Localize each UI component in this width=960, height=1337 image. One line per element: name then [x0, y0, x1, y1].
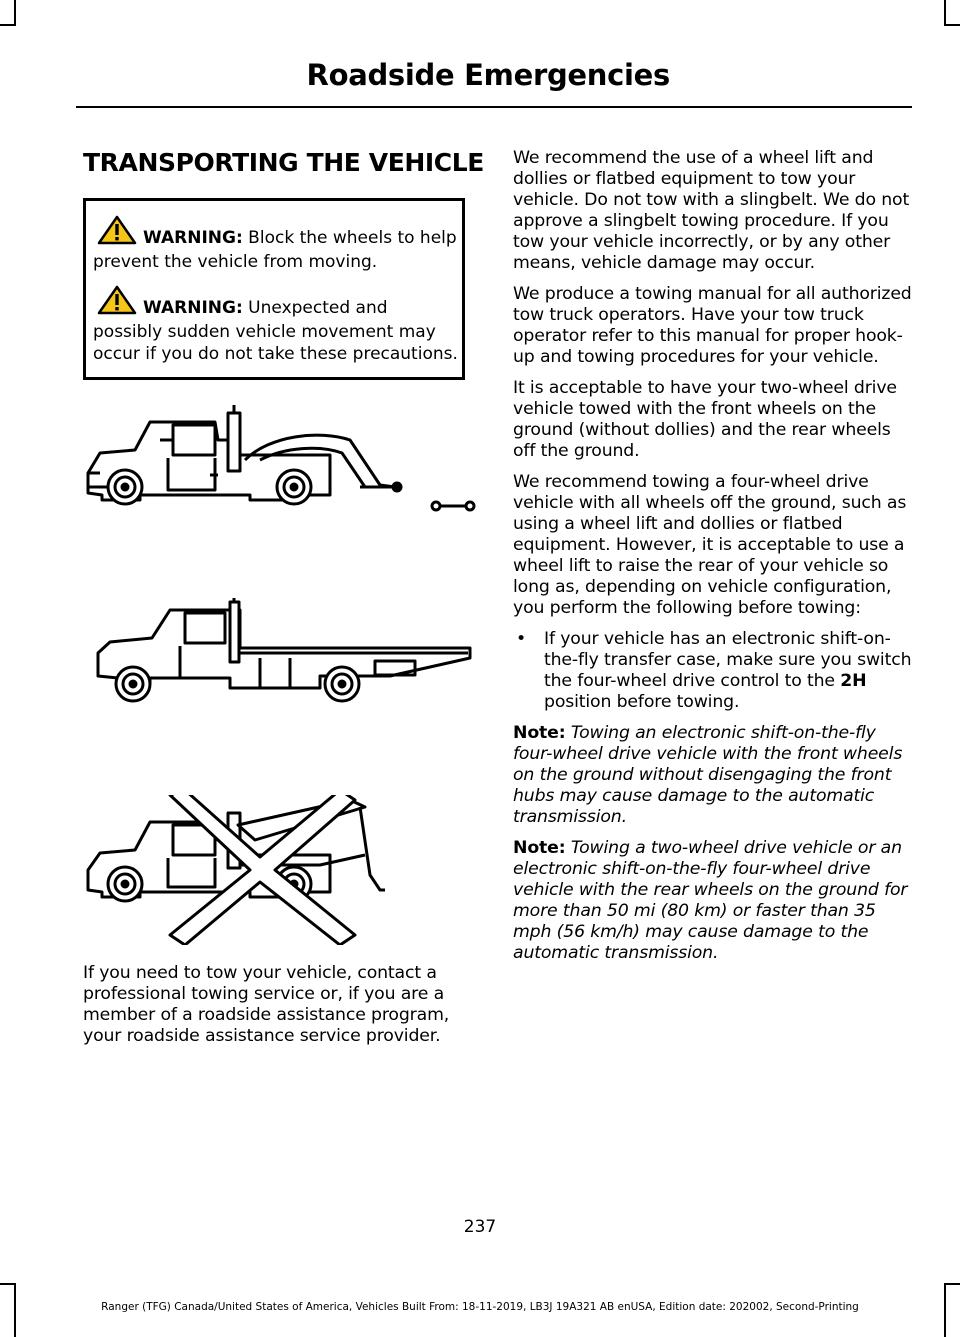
crop-mark: [14, 0, 16, 26]
paragraph-four-wheel-drive: We recommend towing a four-wheel drive vehicle with all wheels off the ground, such as using a wheel lift and dollies or flatbed equipment. However, it is acceptable to use a wheel lift to raise the rear of your vehicle so long as, depending on vehicle configuration, you perform the following before towing:: [513, 472, 907, 618]
warning-triangle-icon: [97, 285, 137, 321]
warning-2-text: Unexpected and possibly sudden vehicle movement may occur if you do not take these precautions.: [93, 298, 458, 364]
note-text: Towing a two-wheel drive vehicle or an electronic shift-on-the-fly four-wheel drive vehicle with the rear wheels on the ground for more than 50 mi (80 km) or faster than 35 mph (56 km/h) may cause damage to the automatic transmission.: [513, 838, 908, 963]
paragraph-towing-manual: We produce a towing manual for all authorized tow truck operators. Have your tow truck operator refer to this manual for proper hook-up and towing procedures for your vehicle.: [513, 284, 912, 367]
page-header-title: Roadside Emergencies: [306, 58, 670, 92]
warning-2-label: WARNING:: [143, 298, 243, 318]
towing-service-paragraph: If you need to tow your vehicle, contact a professional towing service or, if you are a member of a roadside assistance program, your roadside assistance service provider.: [83, 963, 450, 1046]
crop-mark: [944, 0, 946, 26]
warning-2: [93, 285, 458, 365]
bullet-text-bold: 2H: [840, 671, 867, 691]
bullet-dot: •: [516, 629, 527, 649]
paragraph-wheel-lift: We recommend the use of a wheel lift and dollies or flatbed equipment to tow your vehicle. Do not tow with a slingbelt. We do not approve a slingbelt towing procedure. If you tow your vehicle incorrectly, or by any other means, vehicle damage may occur.: [513, 148, 910, 273]
warning-1: [93, 215, 458, 273]
bullet-item-transfer-case: [513, 629, 913, 713]
note-label: Note:: [513, 723, 566, 743]
crop-mark: [0, 1283, 16, 1285]
warning-box: [83, 198, 465, 380]
flatbed-truck-illustration: [80, 598, 480, 708]
warning-triangle-icon: [97, 215, 137, 251]
bullet-text-pre: If your vehicle has an electronic shift-on-the-fly transfer case, make sure you switch the four-wheel drive control to the: [544, 629, 912, 691]
warning-1-label: WARNING:: [143, 228, 243, 248]
note-distance-speed: [513, 838, 913, 964]
header-divider: [76, 106, 912, 108]
right-column: [513, 148, 913, 974]
warning-1-text: Block the wheels to help prevent the vehicle from moving.: [93, 228, 457, 272]
note-text: Towing an electronic shift-on-the-fly four-wheel drive vehicle with the front wheels on the ground without disengaging the front hubs may cause damage to the automatic transmission.: [513, 723, 903, 827]
paragraph-two-wheel-drive: It is acceptable to have your two-wheel drive vehicle towed with the front wheels on the ground (without dollies) and the rear wheels off the ground.: [513, 378, 897, 461]
crop-mark: [0, 24, 16, 26]
wheel-lift-tow-truck-illustration: [80, 405, 480, 530]
section-title: TRANSPORTING THE VEHICLE: [83, 148, 484, 177]
crop-mark: [944, 24, 960, 26]
slingbelt-tow-truck-prohibited-illustration: [80, 795, 400, 945]
bullet-text-post: position before towing.: [544, 692, 740, 712]
crop-mark: [944, 1283, 960, 1285]
note-label: Note:: [513, 838, 566, 858]
note-hubs: [513, 723, 913, 828]
page-number: 237: [463, 1217, 497, 1237]
page-footer: Ranger (TFG) Canada/United States of America, Vehicles Built From: 18-11-2019, LB3J 19A321 AB enUSA, Edition date: 202002, Second-Printing: [101, 1301, 859, 1313]
